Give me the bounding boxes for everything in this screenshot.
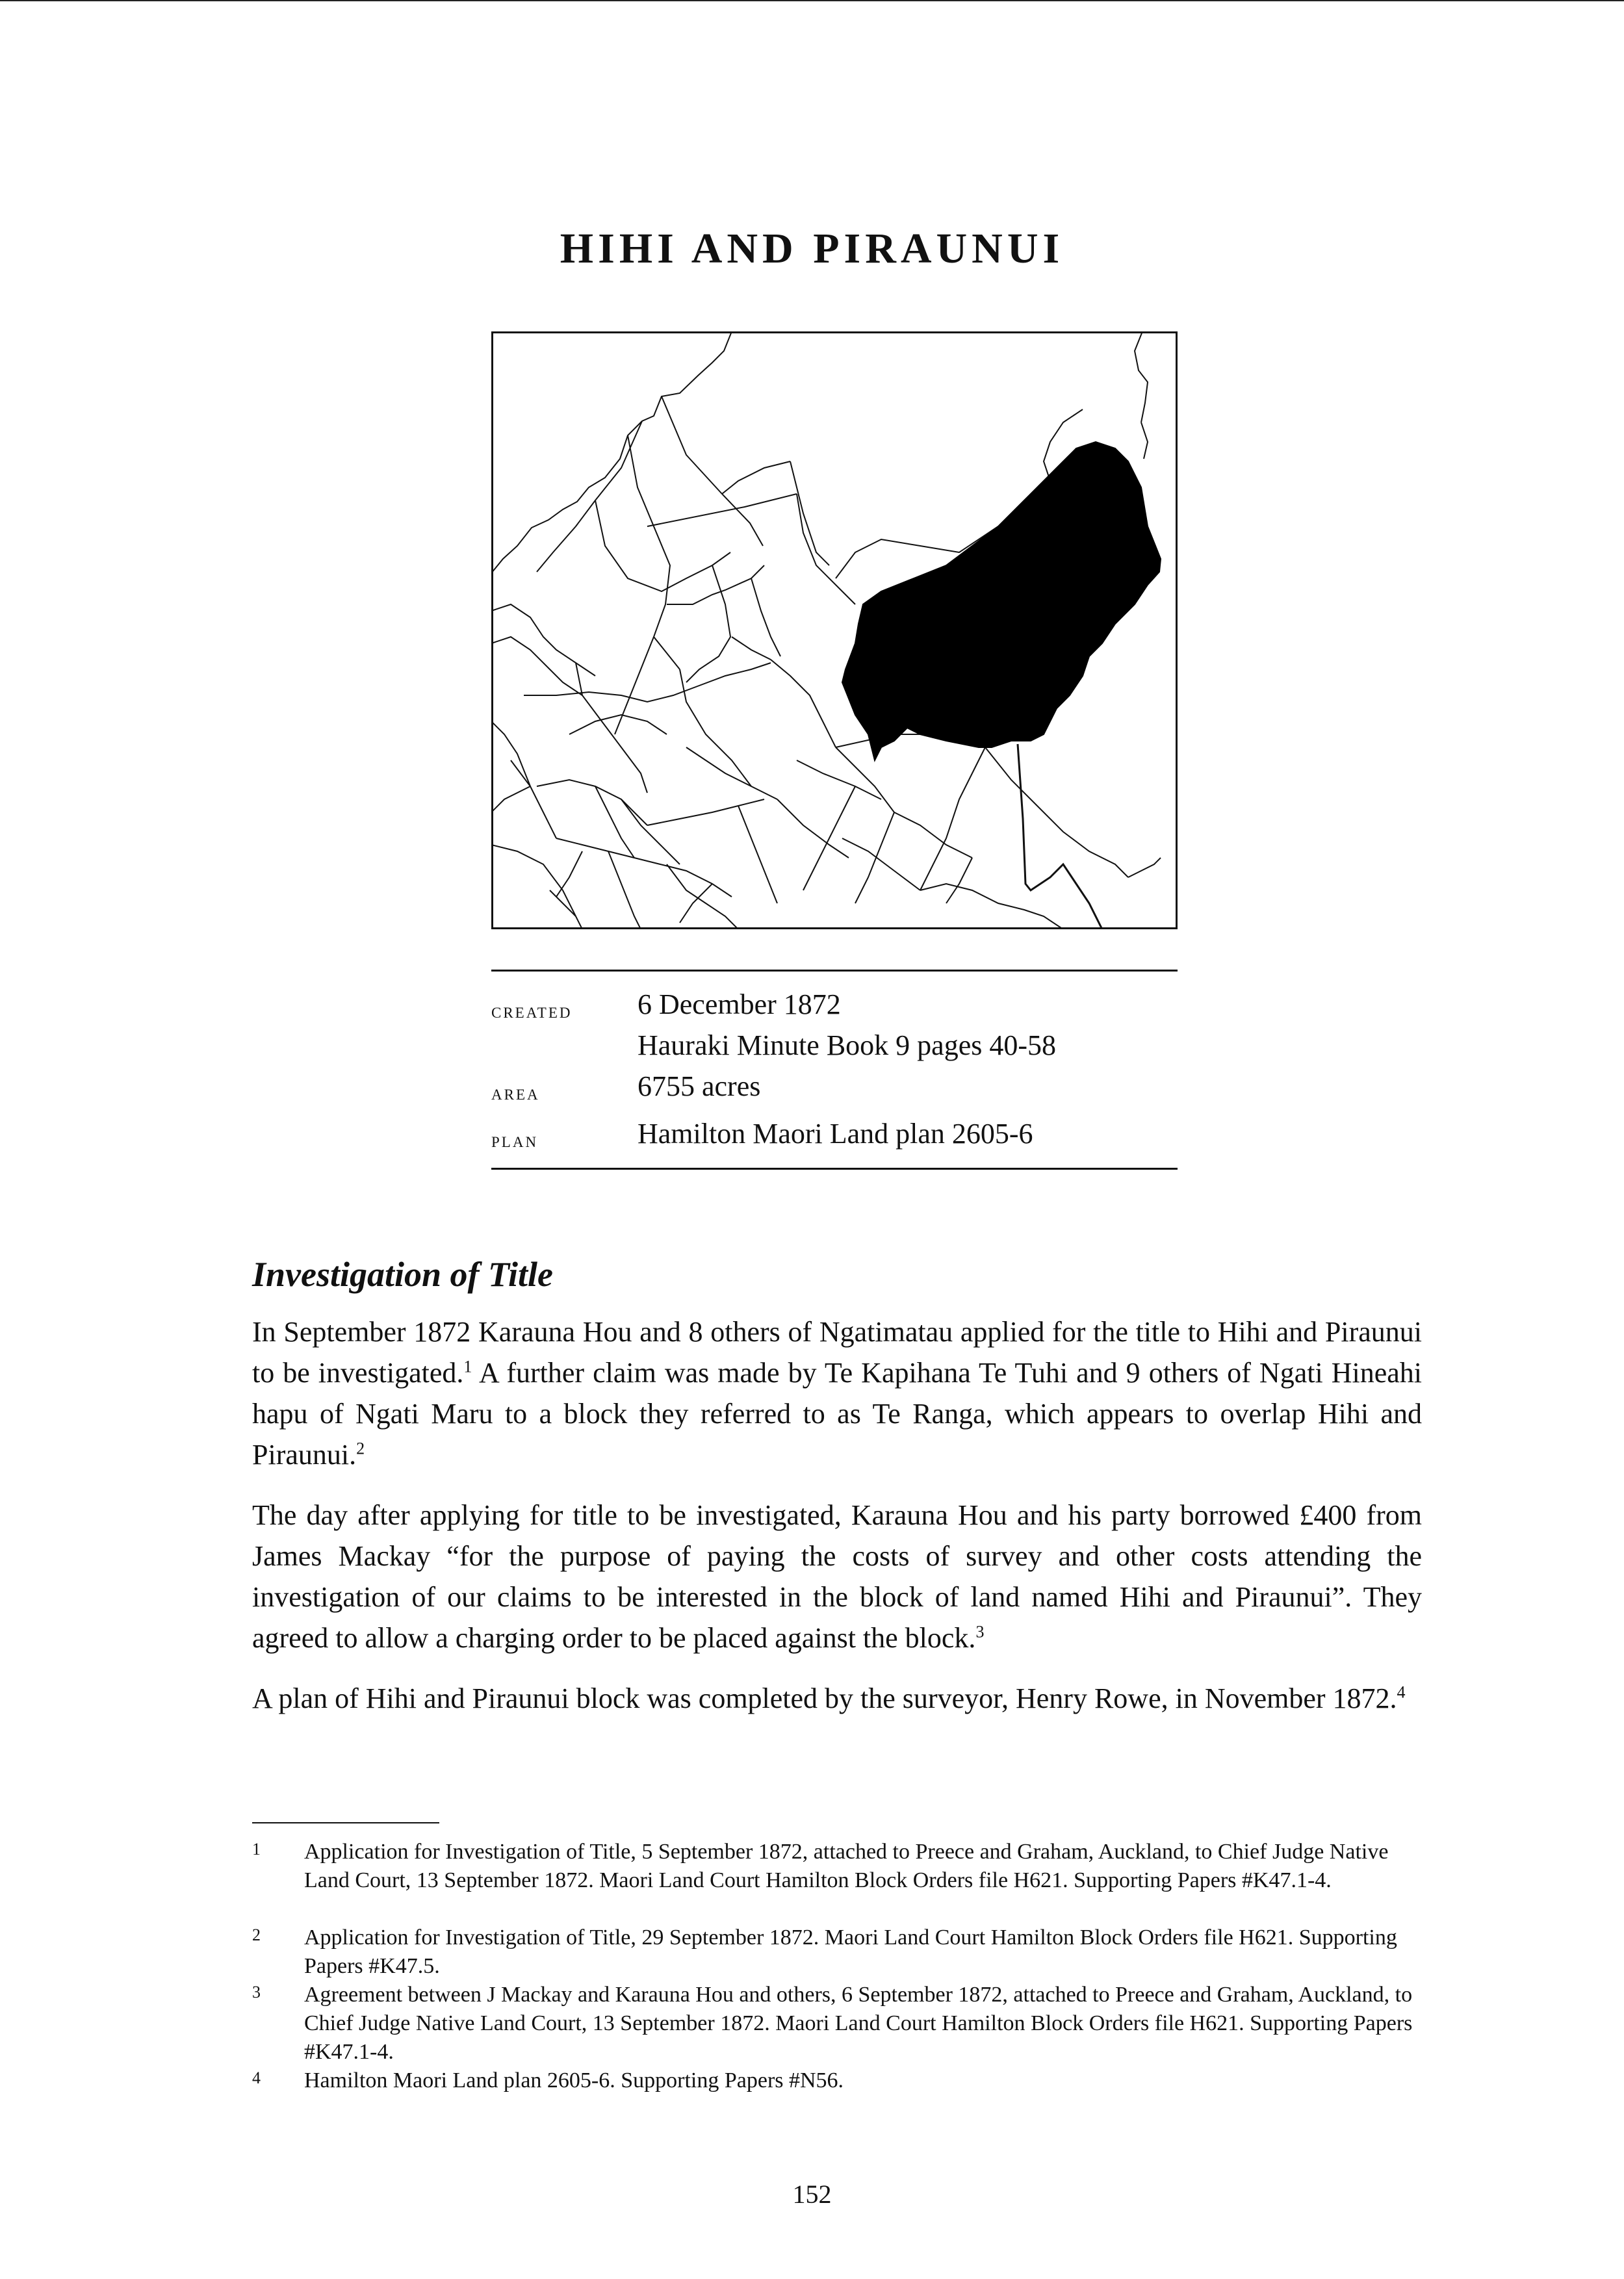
page-top-border <box>0 0 1624 1</box>
paragraph-1-text: In September 1872 Karauna Hou and 8 others of Ngatimatau applied for the title to Hihi and Piraunui to be investigated. <box>252 1316 1422 1389</box>
footnote-number: 4 <box>252 2068 261 2087</box>
record-row-area <box>491 1070 1178 1111</box>
record-row-source <box>491 1029 1178 1070</box>
section-heading: Investigation of Title <box>252 1255 553 1294</box>
block-location-map <box>491 331 1178 929</box>
record-row-created <box>491 988 1178 1029</box>
area-value: 6755 acres <box>638 1070 761 1102</box>
footnote-text: Agreement between J Mackay and Karauna Hou and others, 6 September 1872, attached to Preece and Graham, Auckland, to Chief Judge Native Land Court, 13 September 1872. Maori Land Court Hamilton Block Orders file H621. Supporting Papers #K47.1-4. <box>304 1983 1413 2064</box>
paragraph-2-text: The day after applying for title to be investigated, Karauna Hou and his party borrowed £400 from James Mackay “for the purpose of paying the costs of survey and other costs attending the investigation of our claims to be interested in the block of land named Hihi and Piraunui”. They agreed to allow a charging order to be placed against the block. <box>252 1499 1422 1654</box>
created-label: created <box>491 999 573 1023</box>
footnote-number: 1 <box>252 1840 261 1859</box>
footnote-text: Application for Investigation of Title, 29 September 1872. Maori Land Court Hamilton Block Orders file H621. Supporting Papers #K47.5. <box>304 1925 1397 1978</box>
footnote-number: 3 <box>252 1983 261 2002</box>
footnote-number: 2 <box>252 1925 261 1944</box>
footnote-separator <box>252 1822 439 1823</box>
footnote-ref-2[interactable]: 2 <box>356 1439 365 1458</box>
paragraph-1-text-cont: A further claim was made by Te Kapihana Te Tuhi and 9 others of Ngati Hineahi hapu of Ngati Maru to a block they referred to as Te Ranga, which appears to overlap Hihi and Piraunui. <box>252 1357 1422 1471</box>
table-top-rule <box>491 970 1178 972</box>
area-label: area <box>491 1081 540 1105</box>
footnote-ref-1[interactable]: 1 <box>463 1357 472 1376</box>
paragraph-2 <box>252 1495 1422 1658</box>
table-bottom-rule <box>491 1168 1178 1170</box>
plan-label: plan <box>491 1129 539 1152</box>
record-row-plan <box>491 1117 1178 1158</box>
paragraph-3-text: A plan of Hihi and Piraunui block was completed by the surveyor, Henry Rowe, in November 1872. <box>252 1682 1397 1714</box>
block-record-table <box>491 988 1178 1158</box>
created-date: 6 December 1872 <box>638 988 841 1020</box>
footnote-ref-3[interactable]: 3 <box>975 1622 985 1642</box>
footnote-text: Hamilton Maori Land plan 2605-6. Supporting Papers #N56. <box>304 2068 844 2092</box>
created-source: Hauraki Minute Book 9 pages 40-58 <box>638 1029 1056 1061</box>
paragraph-1 <box>252 1311 1422 1475</box>
page-title: HIHI AND PIRAUNUI <box>560 225 1064 272</box>
paragraph-3 <box>252 1678 1422 1719</box>
footnote-text: Application for Investigation of Title, 5 September 1872, attached to Preece and Graham, Auckland, to Chief Judge Native Land Court, 13 September 1872. Maori Land Court Hamilton Block Orders file H621. Supporting Papers #K47.1-4. <box>304 1840 1389 1892</box>
plan-value: Hamilton Maori Land plan 2605-6 <box>638 1118 1033 1150</box>
page-number: 152 <box>792 2180 832 2209</box>
footnote-ref-4[interactable]: 4 <box>1397 1682 1406 1702</box>
